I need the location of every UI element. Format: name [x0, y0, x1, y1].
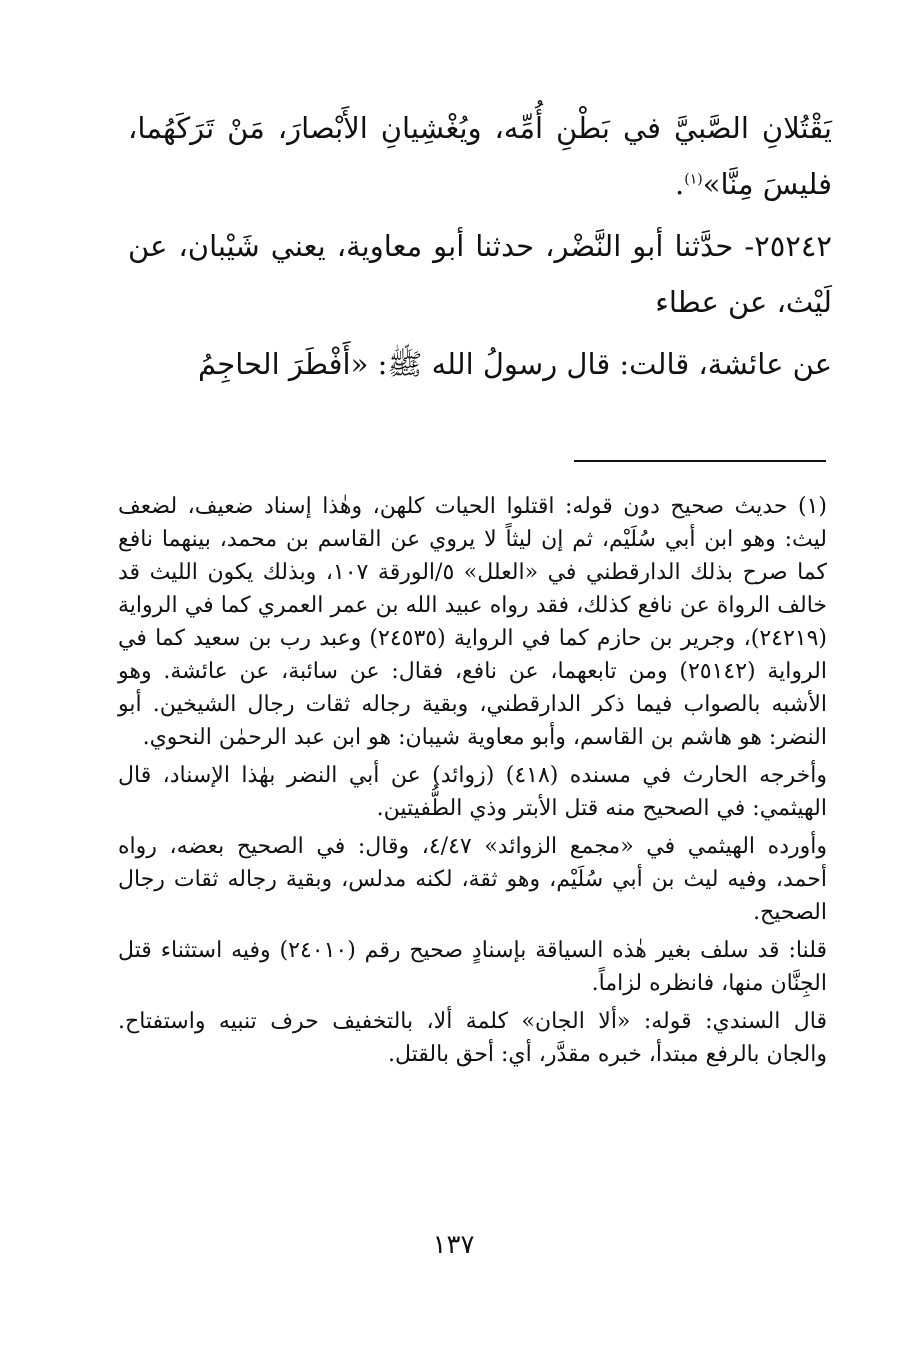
main-text — [128, 100, 832, 398]
page-number: ١٣٧ — [432, 1230, 475, 1260]
main-paragraph-1 — [128, 100, 832, 212]
footnote-paragraph-1: (١) حديث صحيح دون قوله: اقتلوا الحيات كلهن، وهٰذا إسناد ضعيف، لضعف ليث: وهو ابن أبي سُلَيْم، ثم إن ليثاً لا يروي عن القاسم بن محمد، بينهما نافع كما صرح بذلك الدارقطني في «العلل» ٥/الورقة ١٠٧، وبذلك يكون الليث قد خالف الرواة عن نافع كذلك، فقد رواه عبيد الله بن عمر العمري كما في الرواية (٢٤٢١٩)، وجرير بن حازم كما في الرواية (٢٤٥٣٥) وعبد رب بن سعيد كما في الرواية (٢٥١٤٢) ومن تابعهما، عن نافع، فقال: عن سائبة، عن عائشة. وهو الأشبه بالصواب فيما ذكر الدارقطني، وبقية رجاله ثقات رجال الشيخين. أبو النضر: هو هاشم بن القاسم، وأبو معاوية شيبان: هو ابن عبد الرحمٰن النحوي. — [118, 494, 828, 750]
isnad-text: حدَّثنا أبو النَّضْر، حدثنا أبو معاوية، يعني شَيْبان، عن لَيْث، عن عطاء — [128, 229, 832, 319]
footnote-separator — [574, 460, 826, 462]
main-paragraph-3 — [128, 336, 832, 392]
footnote-paragraph-3: وأورده الهيثمي في «مجمع الزوائد» ٤/٤٧، وقال: في الصحيح بعضه، رواه أحمد، وفيه ليث بن أبي سُلَيْم، وهو ثقة، لكنه مدلس، وبقية رجاله ثقات رجال الصحيح. — [118, 834, 827, 925]
main-line-1: يَقْتُلانِ الصَّبيَّ في بَطْنِ أُمِّه، ويُغْشِيانِ الأَبْصارَ، مَنْ تَرَكَهُما، فليسَ مِنَّا» — [128, 111, 832, 201]
main-line-1-end: . — [675, 167, 685, 201]
footnote-paragraph-2: وأخرجه الحارث في مسنده (٤١٨) (زوائد) عن أبي النضر بهٰذا الإسناد، قال الهيثمي: في الصحيح منه قتل الأبتر وذي الطُّفيتين. — [118, 763, 827, 821]
footnote-paragraph-5: قال السندي: قوله: «ألا الجان» كلمة ألا، بالتخفيف حرف تنبيه واستفتاح. والجان بالرفع مبتدأ، خبره مقدَّر، أي: أحق بالقتل. — [118, 1009, 827, 1067]
footnote-paragraph-4: قلنا: قد سلف بغير هٰذه السياقة بإسنادٍ صحيح رقم (٢٤٠١٠) وفيه استثناء قتل الجِنَّان منها، فانظره لزاماً. — [118, 938, 827, 996]
matn-text: عن عائشة، قالت: قال رسولُ الله ﷺ: «أَفْطَرَ الحاجِمُ — [198, 347, 832, 381]
footnotes — [118, 490, 827, 1076]
footnote-reference: (١) — [684, 171, 703, 188]
hadith-number: ٢٥٢٤٢- — [744, 229, 833, 263]
main-paragraph-2 — [128, 218, 832, 330]
